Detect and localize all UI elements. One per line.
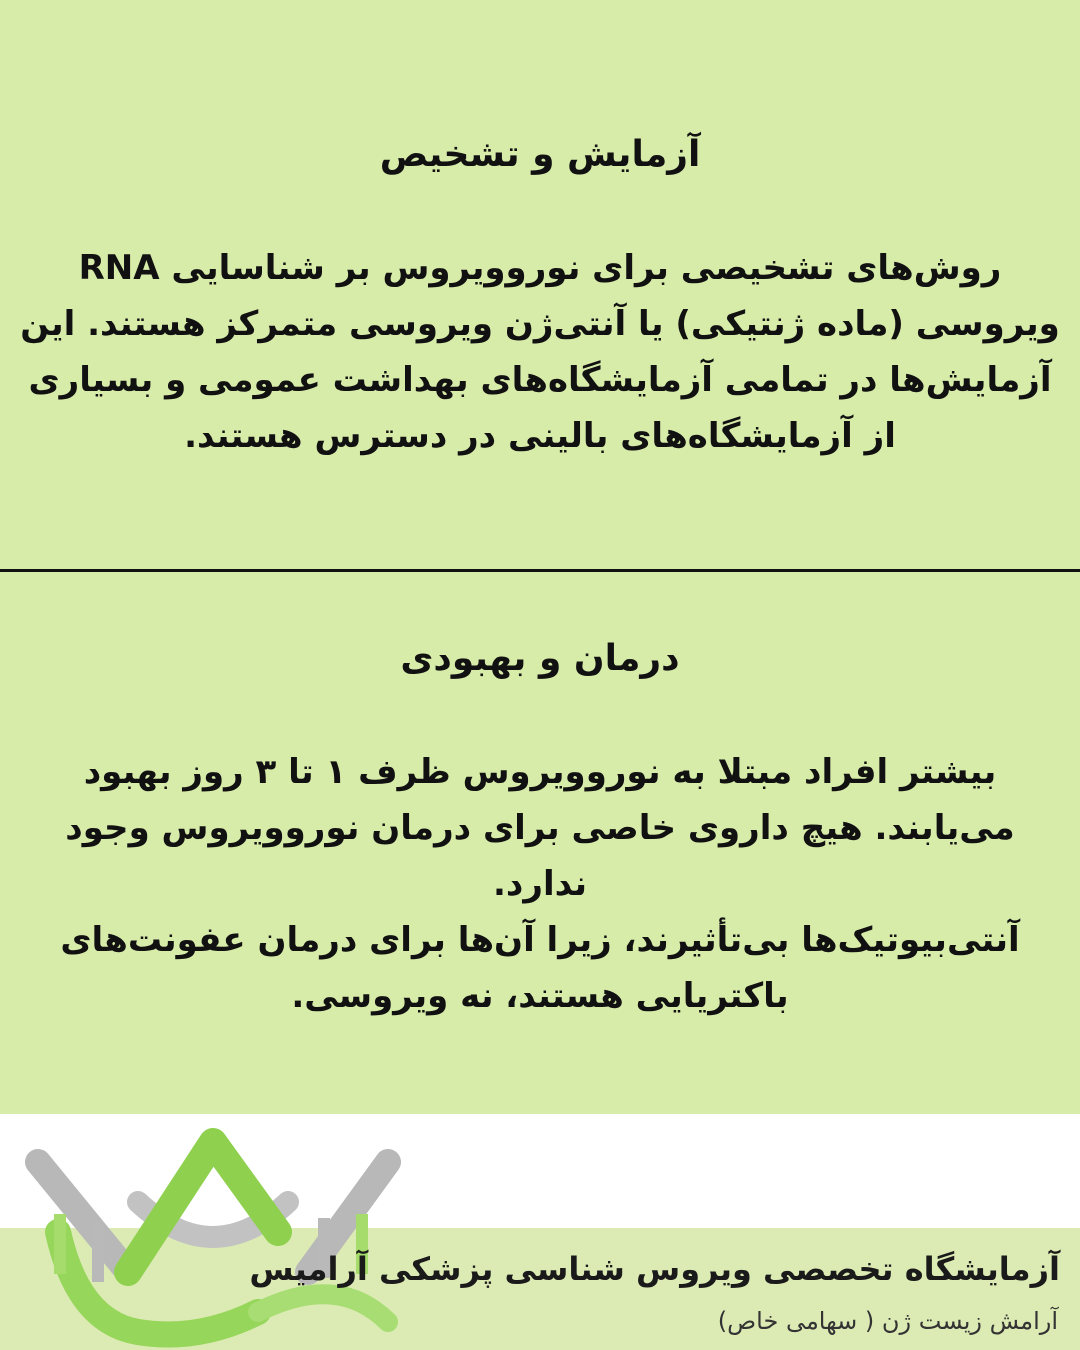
treatment-section: [0, 572, 1080, 1114]
treatment-paragraph-2: آنتی‌بیوتیک‌ها بی‌تأثیرند، زیرا آن‌ها برای درمان عفونت‌های باکتریایی هستند، نه ویروسی.: [60, 920, 1020, 1016]
aramis-lab-logo-icon: [18, 1122, 408, 1350]
treatment-title: درمان و بهبودی: [400, 638, 680, 679]
footer-banner: [0, 1114, 1080, 1350]
lab-name: آزمایشگاه تخصصی ویروس شناسی پزشکی آرامیس: [249, 1250, 1060, 1288]
diagnosis-section: [0, 0, 1080, 570]
treatment-paragraph-1: بیشتر افراد مبتلا به نوروویروس ظرف ۱ تا ۳ روز بهبود می‌یابند. هیچ داروی خاصی برای درمان نوروویروس وجود ندارد.: [65, 752, 1015, 904]
diagnosis-paragraph: روش‌های تشخیصی برای نوروویروس بر شناسایی RNA ویروسی (ماده ژنتیکی) یا آنتی‌ژن ویروسی متمرکز هستند. این آزمایش‌ها در تمامی آزمایشگاه‌های بهداشت عمومی و بسیاری از آزمایشگاه‌های بالینی در دسترس هستند.: [20, 248, 1060, 456]
diagnosis-title: آزمایش و تشخیص: [379, 134, 701, 175]
company-name: آرامش زیست ژن ( سهامی خاص): [717, 1307, 1058, 1335]
